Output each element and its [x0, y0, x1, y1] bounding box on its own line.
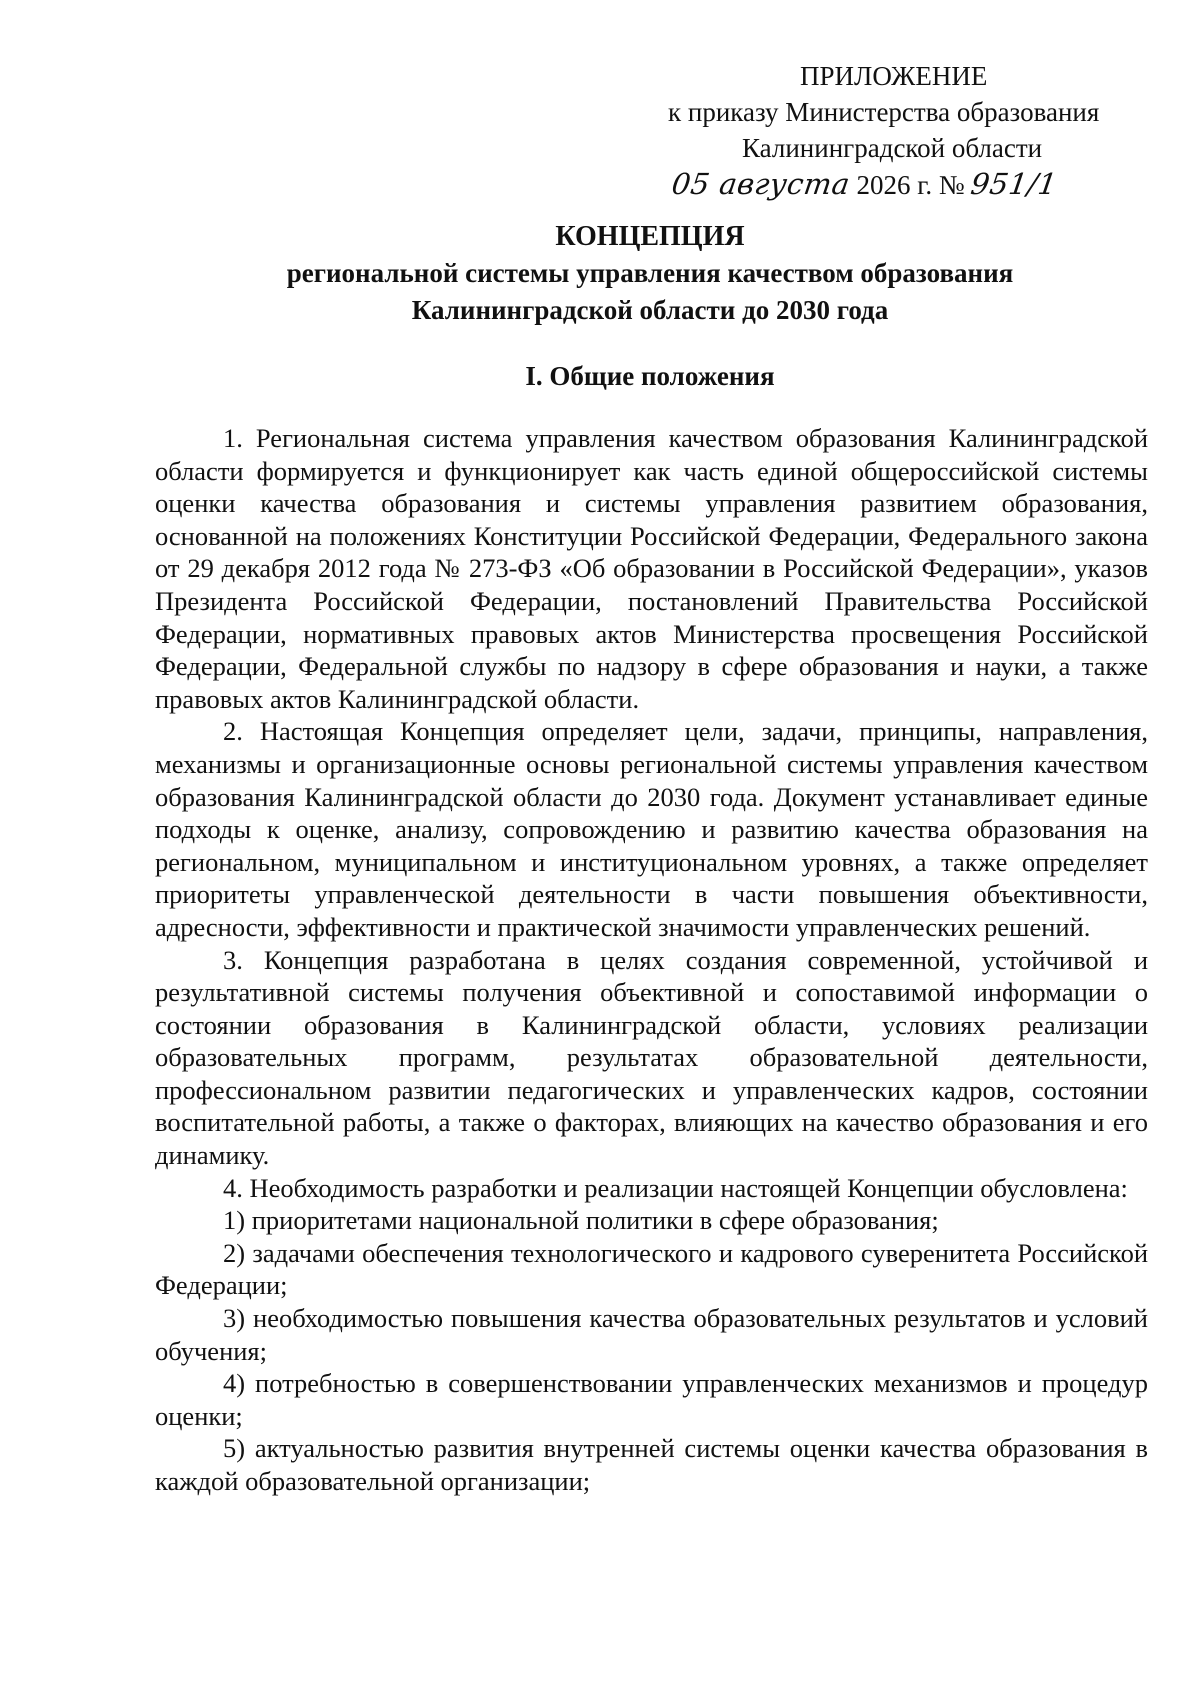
- document-body: [155, 422, 1148, 1498]
- paragraph-2: 2. Настоящая Концепция определяет цели, задачи, принципы, направления, механизмы и организационные основы региональной системы управления качеством образования Калининградской области до 2030 года. Документ устанавливает единые подходы к оценке, анализу, сопровождению и развитию качества образования на региональном, муниципальном и институциональном уровнях, а также определяет приоритеты управленческой деятельности в части повышения объективности, адресности, эффективности и практической значимости управленческих решений.: [155, 716, 1148, 942]
- list-item: 3) необходимостью повышения качества образовательных результатов и условий обучения;: [155, 1303, 1148, 1366]
- appendix-year-number-label: 2026 г. №: [856, 170, 965, 200]
- list-item: 4) потребностью в совершенствовании управленческих механизмов и процедур оценки;: [155, 1368, 1148, 1431]
- appendix-region-line: Калининградской области: [742, 133, 1043, 163]
- document-title: [150, 218, 1150, 329]
- paragraph-3: 3. Концепция разработана в целях создания современной, устойчивой и результативной системы получения объективной и сопоставимой информации о состоянии образования в Калининградской области, условиях реализации образовательных программ, результатах образовательной деятельности, профессиональном развитии педагогических и управленческих кадров, состоянии воспитательной работы, а также о факторах, влияющих на качество образования и его динамику.: [155, 944, 1148, 1171]
- appendix-date-line: [660, 166, 1130, 203]
- paragraph-1: 1. Региональная система управления качеством образования Калининградской области формируется и функционирует как часть единой общероссийской системы оценки качества образования и системы управления развитием образования, основанной на положениях Конституции Российской Федерации, Федерального закона от 29 декабря 2012 года № 273-ФЗ «Об образовании в Российской Федерации», указов Президента Российской Федерации, постановлений Правительства Российской Федерации, нормативных правовых актов Министерства просвещения Российской Федерации, Федеральной службы по надзору в сфере образования и науки, а также правовых актов Калининградской области.: [155, 423, 1148, 714]
- handwritten-date: 05 августа: [669, 167, 853, 201]
- paragraph-4: 4. Необходимость разработки и реализации настоящей Концепции обусловлена:: [223, 1172, 1128, 1203]
- handwritten-order-number: 951/1: [968, 167, 1060, 201]
- appendix-title: ПРИЛОЖЕНИЕ: [800, 61, 988, 91]
- list-item: 2) задачами обеспечения технологического и кадрового суверенитета Российской Федерации;: [155, 1237, 1148, 1301]
- appendix-header: [660, 58, 1130, 203]
- appendix-order-line: к приказу Министерства образования: [668, 97, 1100, 127]
- title-line-3: Калининградской области до 2030 года: [411, 295, 889, 325]
- title-main: КОНЦЕПЦИЯ: [555, 221, 745, 252]
- title-line-2: региональной системы управления качеством образования: [286, 258, 1014, 288]
- list-item: 1) приоритетами национальной политики в сфере образования;: [223, 1205, 939, 1236]
- list-item: 5) актуальностью развития внутренней системы оценки качества образования в каждой образовательной организации;: [155, 1433, 1148, 1496]
- section-heading: I. Общие положения: [525, 361, 775, 391]
